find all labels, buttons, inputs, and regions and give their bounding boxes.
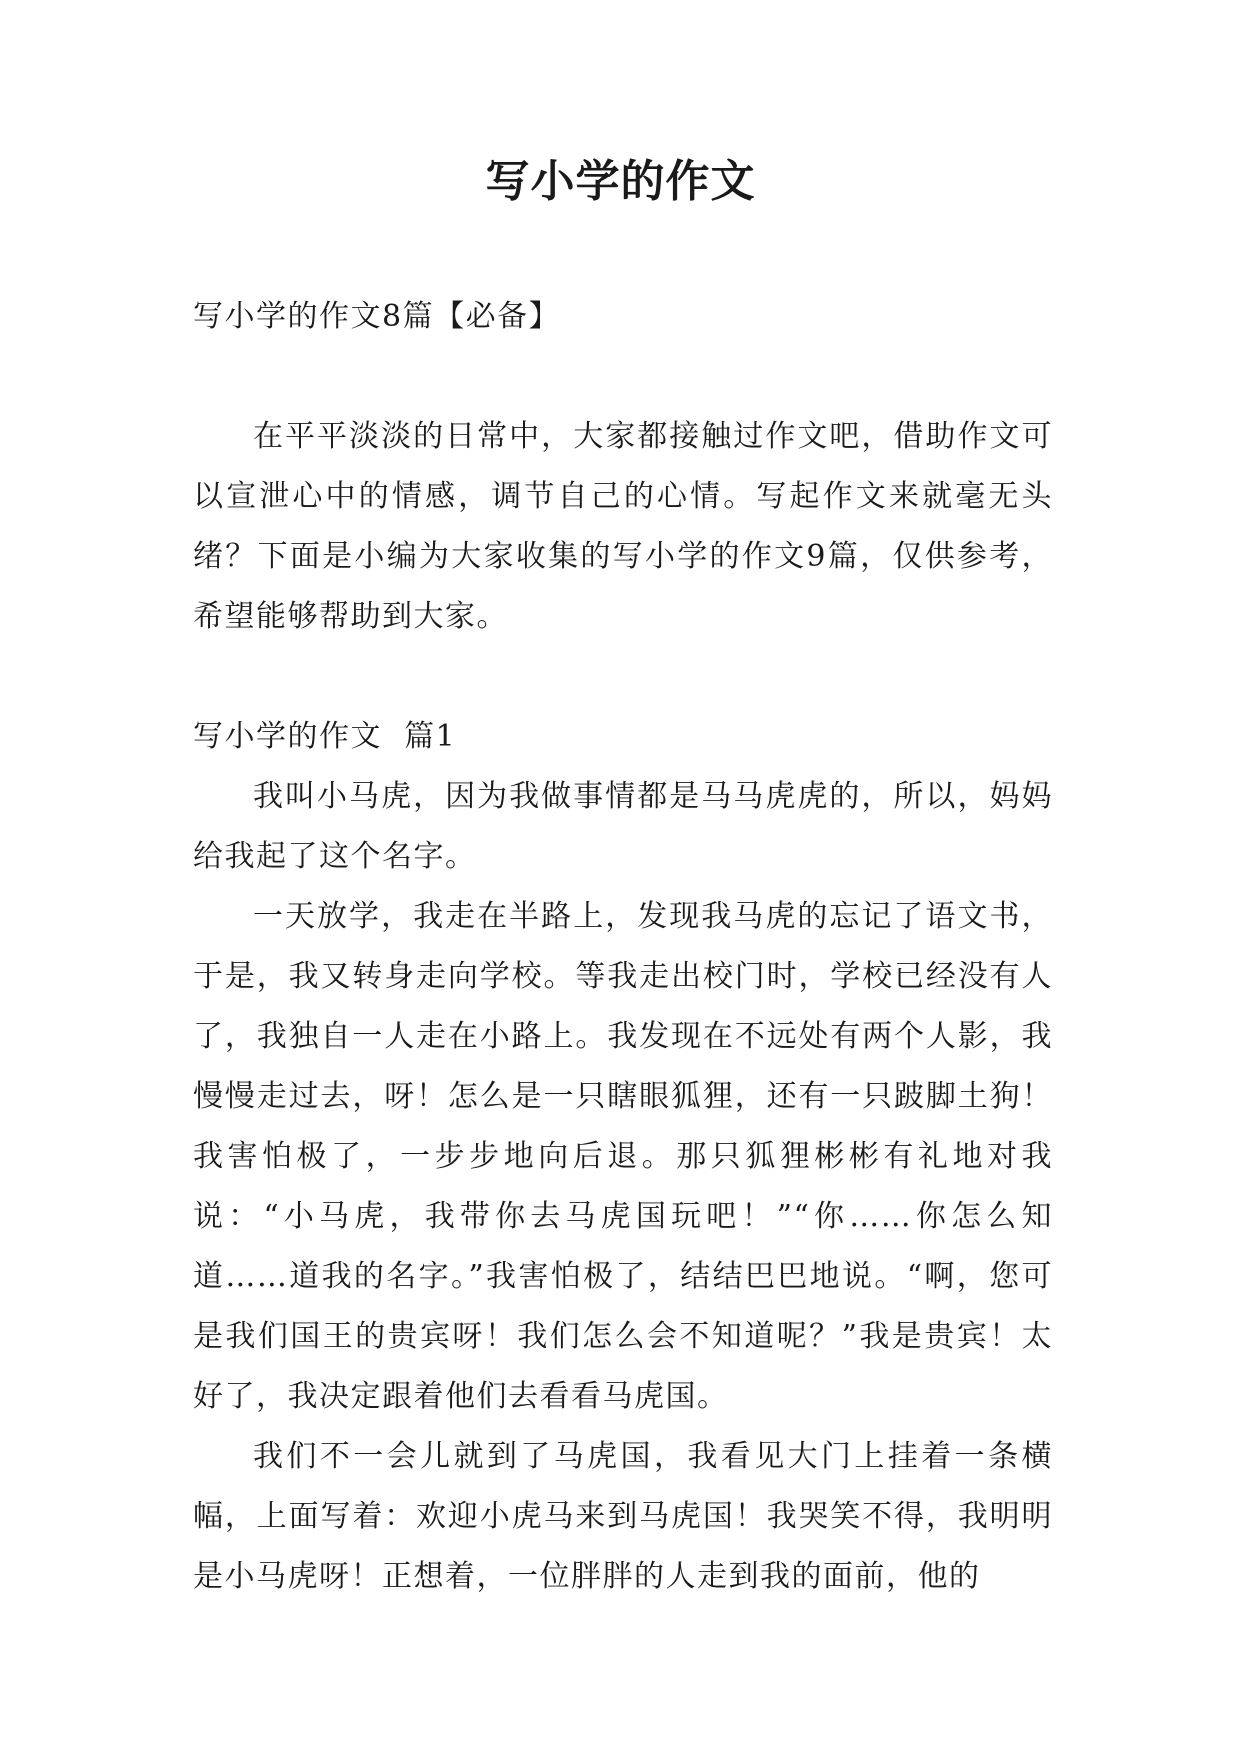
body-paragraph: 我叫小马虎，因为我做事情都是马马虎虎的，所以，妈妈给我起了这个名字。	[193, 779, 1053, 874]
body-paragraph: 我们不一会儿就到了马虎国，我看见大门上挂着一条横幅，上面写着：欢迎小虎马来到马虎国！我哭笑不得，我明明是小马虎呀！正想着，一位胖胖的人走到我的面前，他的	[193, 1439, 1053, 1594]
document-body	[193, 287, 1053, 1607]
document-title: 写小学的作文	[485, 156, 756, 207]
intro-paragraph: 在平平淡淡的日常中，大家都接触过作文吧，借助作文可以宣泄心中的情感，调节自己的心情。写起作文来就毫无头绪？下面是小编为大家收集的写小学的作文9篇，仅供参考，希望能够帮助到大家。	[193, 419, 1053, 634]
section-heading: 写小学的作文 篇1	[193, 719, 457, 754]
document-subtitle: 写小学的作文8篇【必备】	[193, 299, 561, 334]
body-paragraph: 一天放学，我走在半路上，发现我马虎的忘记了语文书，于是，我又转身走向学校。等我走出校门时，学校已经没有人了，我独自一人走在小路上。我发现在不远处有两个人影，我慢慢走过去，呀！怎么是一只瞎眼狐狸，还有一只跛脚土狗！我害怕极了，一步步地向后退。那只狐狸彬彬有礼地对我说：“小马虎，我带你去马虎国玩吧！”“你……你怎么知道……道我的名字。”我害怕极了，结结巴巴地说。“啊，您可是我们国王的贵宾呀！我们怎么会不知道呢？”我是贵宾！太好了，我决定跟着他们去看看马虎国。	[193, 899, 1053, 1414]
